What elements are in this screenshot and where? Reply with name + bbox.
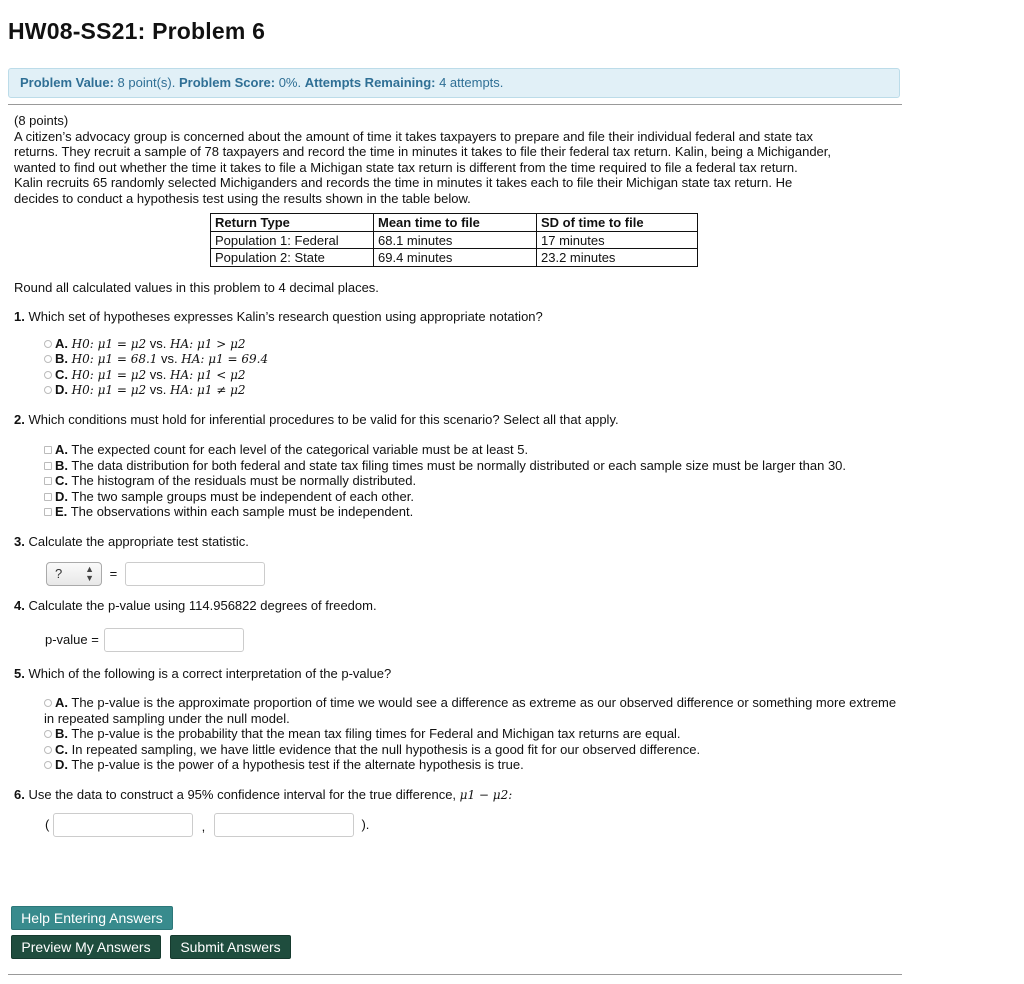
p-value-label: p-value = [45, 631, 99, 647]
intro-line: A citizen’s advocacy group is concerned about the amount of time it takes taxpayers to prepare and file their individual federal and state tax [14, 128, 814, 144]
table-cell: Population 1: Federal [211, 231, 374, 249]
statistic-select[interactable] [46, 562, 102, 586]
q2-option-d[interactable] [44, 489, 898, 505]
option-letter: C. [55, 473, 68, 488]
question-1 [14, 309, 898, 325]
checkbox[interactable] [44, 462, 52, 470]
intro-line: returns. They recruit a sample of 78 taxpayers and record the time in minutes it takes to file their federal tax return. Kalin, being a Michigander, [14, 144, 832, 159]
radio-button[interactable] [44, 699, 52, 707]
option-letter: E. [55, 504, 68, 519]
data-table [210, 213, 698, 267]
option-text: The p-value is the probability that the mean tax filing times for Federal and Michigan tax returns are equal. [71, 726, 681, 741]
hypothesis-alt: HA: μ1 = 69.4 [181, 352, 269, 366]
q5-option-a[interactable] [44, 695, 898, 726]
question-number: 6. [14, 786, 25, 802]
problem-value-label: Problem Value: [20, 75, 114, 90]
option-letter: D. [55, 757, 68, 772]
table-cell: Population 2: State [211, 249, 374, 267]
round-note: Round all calculated values in this problem to 4 decimal places. [14, 279, 379, 295]
table-cell: 69.4 minutes [374, 249, 537, 267]
radio-button[interactable] [44, 761, 52, 769]
option-letter: C. [55, 366, 68, 382]
question-text: Use the data to construct a 95% confidence interval for the true difference, [28, 786, 457, 802]
checkbox[interactable] [44, 446, 52, 454]
q1-option-b[interactable] [44, 351, 898, 367]
problem-value: 8 point(s). [117, 75, 176, 90]
table-header-row [211, 214, 698, 232]
option-text: The two sample groups must be independent of each other. [71, 488, 414, 504]
vs-text: vs. [146, 335, 170, 351]
open-paren: ( [45, 817, 50, 832]
radio-button[interactable] [44, 371, 52, 379]
ci-upper-input[interactable] [214, 813, 354, 837]
intro-line: Kalin recruits 65 randomly selected Michiganders and records the time in minutes it takes each to file their Michigan state tax return. He [14, 175, 793, 190]
question-number: 2. [14, 411, 25, 427]
test-statistic-input[interactable] [125, 562, 265, 586]
table-cell: 23.2 minutes [537, 249, 698, 267]
option-text: The expected count for each level of the categorical variable must be at least 5. [71, 442, 529, 457]
submit-answers-button[interactable]: Submit Answers [170, 935, 291, 959]
problem-info-bar [8, 68, 900, 98]
attempts-label: Attempts Remaining: [304, 75, 436, 90]
hypothesis-alt: HA: μ1 > μ2 [169, 336, 246, 351]
option-letter: A. [55, 335, 68, 351]
q1-options [14, 336, 898, 398]
option-letter: D. [55, 488, 68, 504]
page-title: HW08-SS21: Problem 6 [8, 18, 266, 44]
select-arrows-icon: ▲ ▼ [85, 564, 94, 583]
vs-text: vs. [157, 351, 182, 366]
hypothesis-null: H0: μ1 = 68.1 [71, 352, 158, 366]
option-letter: D. [55, 382, 68, 397]
option-text: The p-value is the power of a hypothesis test if the alternate hypothesis is true. [71, 757, 524, 772]
q6-answer-row [45, 813, 898, 839]
checkbox[interactable] [44, 477, 52, 485]
q2-option-a[interactable] [44, 442, 898, 458]
option-letter: A. [55, 695, 68, 710]
problem-intro [14, 129, 898, 207]
difference-expression: μ1 − μ2: [459, 787, 513, 802]
hypothesis-null: H0: μ1 = μ2 [71, 336, 147, 351]
option-letter: B. [55, 457, 68, 473]
q2-option-c[interactable] [44, 473, 898, 489]
question-text: Which conditions must hold for inferential procedures to be valid for this scenario? Select all that apply. [28, 411, 619, 427]
option-text: In repeated sampling, we have little evidence that the null hypothesis is a good fit for our observed difference. [71, 741, 701, 757]
q3-answer-row [46, 562, 898, 588]
q2-options [14, 442, 898, 520]
table-header: Return Type [211, 214, 374, 232]
q5-option-d[interactable] [44, 757, 898, 773]
help-entering-answers-button[interactable]: Help Entering Answers [11, 906, 173, 930]
problem-points: (8 points) [14, 113, 69, 128]
hypothesis-alt: HA: μ1 < μ2 [169, 367, 246, 382]
hypothesis-null: H0: μ1 = μ2 [71, 383, 147, 397]
question-5 [14, 666, 898, 682]
vs-text: vs. [146, 382, 170, 397]
question-number: 3. [14, 533, 25, 549]
question-number: 4. [14, 598, 25, 613]
problem-body [14, 113, 898, 839]
question-3 [14, 534, 898, 550]
option-letter: A. [55, 442, 68, 457]
ci-lower-input[interactable] [53, 813, 193, 837]
q5-option-b[interactable] [44, 726, 898, 742]
q2-option-b[interactable] [44, 458, 898, 474]
question-4 [14, 598, 898, 614]
radio-button[interactable] [44, 386, 52, 394]
q5-option-c[interactable] [44, 742, 898, 758]
comma-separator: , [201, 819, 206, 834]
q5-options [14, 695, 898, 773]
option-text: The observations within each sample must be independent. [70, 504, 414, 519]
q1-option-a[interactable] [44, 336, 898, 352]
preview-answers-button[interactable]: Preview My Answers [11, 935, 161, 959]
table-row [211, 231, 698, 249]
question-text: Which set of hypotheses expresses Kalin’s research question using appropriate notation? [28, 309, 543, 324]
attempts-remaining: 4 attempts. [439, 75, 504, 90]
q1-option-c[interactable] [44, 367, 898, 383]
close-paren: ). [361, 817, 370, 832]
question-text: Calculate the appropriate test statistic. [28, 533, 249, 549]
q2-option-e[interactable] [44, 504, 898, 520]
radio-button[interactable] [44, 730, 52, 738]
question-number: 5. [14, 665, 25, 681]
vs-text: vs. [146, 366, 170, 382]
table-cell: 17 minutes [537, 231, 698, 249]
question-text: Which of the following is a correct interpretation of the p-value? [28, 665, 392, 681]
problem-score: 0%. [278, 75, 302, 90]
p-value-input[interactable] [104, 628, 244, 652]
equals-sign: = [109, 566, 118, 581]
radio-button[interactable] [44, 746, 52, 754]
question-6 [14, 787, 898, 804]
hypothesis-null: H0: μ1 = μ2 [71, 367, 147, 382]
radio-button[interactable] [44, 355, 52, 363]
checkbox[interactable] [44, 508, 52, 516]
table-header: SD of time to file [537, 214, 698, 232]
option-text: The data distribution for both federal and state tax filing times must be normally distributed or each sample size must be larger than 30. [71, 457, 847, 473]
hypothesis-alt: HA: μ1 ≠ μ2 [169, 383, 246, 397]
intro-line: decides to conduct a hypothesis test using the results shown in the table below. [14, 190, 471, 206]
question-text: Calculate the p-value using 114.956822 degrees of freedom. [28, 598, 377, 613]
option-letter: B. [55, 351, 68, 366]
option-text: The p-value is the approximate proportion of time we would see a difference as extreme as our observed difference or something more extreme in repeated sampling under the null model. [44, 695, 897, 726]
q1-option-d[interactable] [44, 382, 898, 398]
q4-answer-row [45, 628, 898, 654]
table-row [211, 249, 698, 267]
option-text: The histogram of the residuals must be normally distributed. [71, 473, 417, 488]
problem-score-label: Problem Score: [178, 75, 276, 90]
top-divider [8, 104, 902, 105]
option-letter: B. [55, 726, 68, 741]
question-2 [14, 412, 898, 428]
table-cell: 68.1 minutes [374, 231, 537, 249]
checkbox[interactable] [44, 493, 52, 501]
table-header: Mean time to file [374, 214, 537, 232]
option-letter: C. [55, 741, 68, 757]
intro-line: wanted to find out whether the time it takes to file a Michigan state tax return is different from the time required to file a federal tax return. [14, 159, 798, 175]
radio-button[interactable] [44, 340, 52, 348]
question-number: 1. [14, 309, 25, 324]
select-value: ? [55, 566, 63, 581]
bottom-divider [8, 974, 902, 975]
